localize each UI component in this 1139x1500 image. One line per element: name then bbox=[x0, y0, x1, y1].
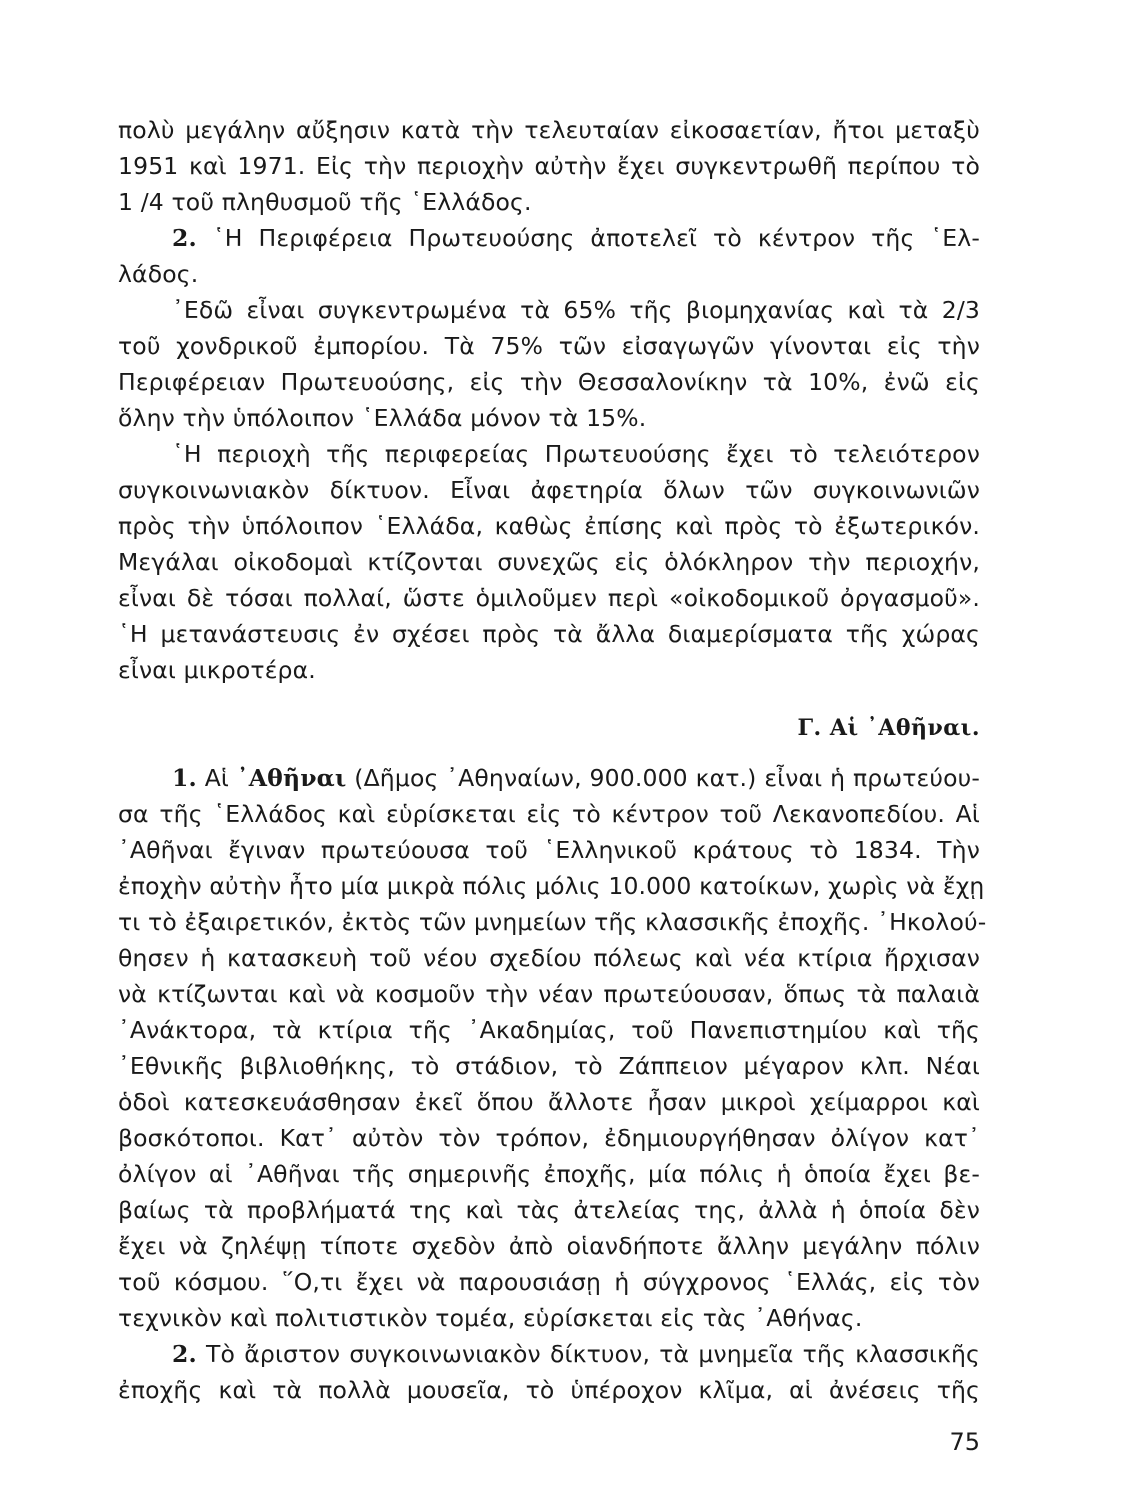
paragraph-4-line-7: εἶναι μικροτέρα. bbox=[118, 656, 316, 684]
paragraph-5-bold-name: ᾽Αθῆναι bbox=[236, 764, 347, 792]
paragraph-5-article: Αἱ bbox=[204, 764, 230, 792]
paragraph-5-line-14: ἔχει νὰ ζηλέψῃ τίποτε σχεδὸν ἀπὸ οἱανδήποτε ἄλλην μεγάλην πόλιν bbox=[118, 1232, 980, 1260]
paragraph-4-line-4: Μεγάλαι οἰκοδομαὶ κτίζονται συνεχῶς εἰς ὁλόκληρον τὴν περιοχήν, bbox=[118, 548, 980, 576]
page-number: 75 bbox=[949, 1428, 980, 1456]
paragraph-5-line-6: θησεν ἡ κατασκευὴ τοῦ νέου σχεδίου πόλεως καὶ νέα κτίρια ἤρχισαν bbox=[118, 944, 980, 972]
paragraph-4-line-1: ῾Η περιοχὴ τῆς περιφερείας Πρωτευούσης ἔχει τὸ τελειότερον bbox=[172, 440, 980, 468]
paragraph-3-line-3: Περιφέρειαν Πρωτευούσης, εἰς τὴν Θεσσαλονίκην τὰ 10%, ἐνῶ εἰς bbox=[118, 368, 980, 396]
paragraph-3-line-4: ὅλην τὴν ὑπόλοιπον ῾Ελλάδα μόνον τὰ 15%. bbox=[118, 404, 647, 432]
paragraph-6-line-2: ἐποχῆς καὶ τὰ πολλὰ μουσεῖα, τὸ ὑπέροχον κλῖμα, αἱ ἀνέσεις τῆς bbox=[118, 1376, 980, 1404]
paragraph-5-line-5: τι τὸ ἐξαιρετικόν, ἐκτὸς τῶν μνημείων τῆς κλασσικῆς ἐποχῆς. ᾽Ηκολού- bbox=[118, 908, 987, 936]
paragraph-4-line-6: ῾Η μετανάστευσις ἐν σχέσει πρὸς τὰ ἄλλα διαμερίσματα τῆς χώρας bbox=[118, 620, 980, 648]
paragraph-6-text: Τὸ ἄριστον συγκοινωνιακὸν δίκτυον, τὰ μνημεῖα τῆς κλασσικῆς bbox=[206, 1340, 980, 1368]
paragraph-6-number: 2. bbox=[172, 1340, 197, 1368]
paragraph-5-line-7: νὰ κτίζωνται καὶ νὰ κοσμοῦν τὴν νέαν πρωτεύουσαν, ὅπως τὰ παλαιὰ bbox=[118, 980, 980, 1008]
paragraph-2-text: ῾Η Περιφέρεια Πρωτευούσης ἀποτελεῖ τὸ κέντρον τῆς ῾Ελ- bbox=[212, 224, 980, 252]
paragraph-5-line-1-rest: (Δῆμος ᾽Αθηναίων, 900.000 κατ.) εἶναι ἡ πρωτεύου- bbox=[354, 764, 980, 792]
paragraph-1-line-2: 1951 καὶ 1971. Εἰς τὴν περιοχὴν αὐτὴν ἔχει συγκεντρωθῆ περίπου τὸ bbox=[118, 152, 980, 180]
paragraph-2-line-1 bbox=[118, 222, 980, 254]
paragraph-6-line-1 bbox=[118, 1338, 980, 1370]
paragraph-4-line-3: πρὸς τὴν ὑπόλοιπον ῾Ελλάδα, καθὼς ἐπίσης καὶ πρὸς τὸ ἐξωτερικόν. bbox=[118, 512, 980, 540]
book-page bbox=[118, 0, 987, 1500]
section-heading: Γ. Αἱ ᾽Αθῆναι. bbox=[797, 715, 980, 741]
paragraph-5-line-16: τεχνικὸν καὶ πολιτιστικὸν τομέα, εὑρίσκεται εἰς τὰς ᾽Αθήνας. bbox=[118, 1304, 863, 1332]
paragraph-3-line-2: τοῦ χονδρικοῦ ἐμπορίου. Τὰ 75% τῶν εἰσαγωγῶν γίνονται εἰς τὴν bbox=[118, 332, 980, 360]
paragraph-5-line-3: ᾽Αθῆναι ἔγιναν πρωτεύουσα τοῦ ῾Ελληνικοῦ κράτους τὸ 1834. Τὴν bbox=[118, 836, 980, 864]
paragraph-5-line-9: ᾽Εθνικῆς βιβλιοθήκης, τὸ στάδιον, τὸ Ζάππειον μέγαρον κλπ. Νέαι bbox=[118, 1052, 980, 1080]
paragraph-5-line-8: ᾽Ανάκτορα, τὰ κτίρια τῆς ᾽Ακαδημίας, τοῦ Πανεπιστημίου καὶ τῆς bbox=[118, 1016, 980, 1044]
paragraph-5-line-4: ἐποχὴν αὐτὴν ἦτο μία μικρὰ πόλις μόλις 10.000 κατοίκων, χωρὶς νὰ ἔχῃ bbox=[118, 872, 985, 900]
paragraph-5-line-2: σα τῆς ῾Ελλάδος καὶ εὑρίσκεται εἰς τὸ κέντρον τοῦ Λεκανοπεδίου. Αἱ bbox=[118, 800, 980, 828]
paragraph-1-line-1: πολὺ μεγάλην αὔξησιν κατὰ τὴν τελευταίαν εἰκοσαετίαν, ἤτοι μεταξὺ bbox=[118, 116, 980, 144]
paragraph-4-line-2: συγκοινωνιακὸν δίκτυον. Εἶναι ἀφετηρία ὅλων τῶν συγκοινωνιῶν bbox=[118, 476, 980, 504]
paragraph-3-line-1: ᾽Εδῶ εἶναι συγκεντρωμένα τὰ 65% τῆς βιομηχανίας καὶ τὰ 2/3 bbox=[172, 296, 980, 324]
paragraph-5-number: 1. bbox=[172, 764, 197, 792]
paragraph-5-line-12: ὀλίγον αἱ ᾽Αθῆναι τῆς σημερινῆς ἐποχῆς, μία πόλις ἡ ὁποία ἔχει βε- bbox=[118, 1160, 980, 1188]
paragraph-5-line-13: βαίως τὰ προβλήματά της καὶ τὰς ἀτελείας της, ἀλλὰ ἡ ὁποία δὲν bbox=[118, 1196, 980, 1224]
paragraph-5-line-1 bbox=[118, 762, 980, 794]
paragraph-5-line-15: τοῦ κόσμου. ῞Ο,τι ἔχει νὰ παρουσιάσῃ ἡ σύγχρονος ῾Ελλάς, εἰς τὸν bbox=[118, 1268, 980, 1296]
paragraph-5-line-10: ὁδοὶ κατεσκευάσθησαν ἐκεῖ ὅπου ἄλλοτε ἦσαν μικροὶ χείμαρροι καὶ bbox=[118, 1088, 980, 1116]
paragraph-1-line-3: 1 /4 τοῦ πληθυσμοῦ τῆς ῾Ελλάδος. bbox=[118, 188, 532, 216]
paragraph-5-line-11: βοσκότοποι. Κατ᾽ αὐτὸν τὸν τρόπον, ἐδημιουργήθησαν ὀλίγον κατ᾽ bbox=[118, 1124, 980, 1152]
paragraph-2-number: 2. bbox=[172, 224, 197, 252]
paragraph-4-line-5: εἶναι δὲ τόσαι πολλαί, ὥστε ὁμιλοῦμεν περὶ «οἰκοδομικοῦ ὀργασμοῦ». bbox=[118, 584, 980, 612]
paragraph-2-line-2: λάδος. bbox=[118, 260, 199, 288]
